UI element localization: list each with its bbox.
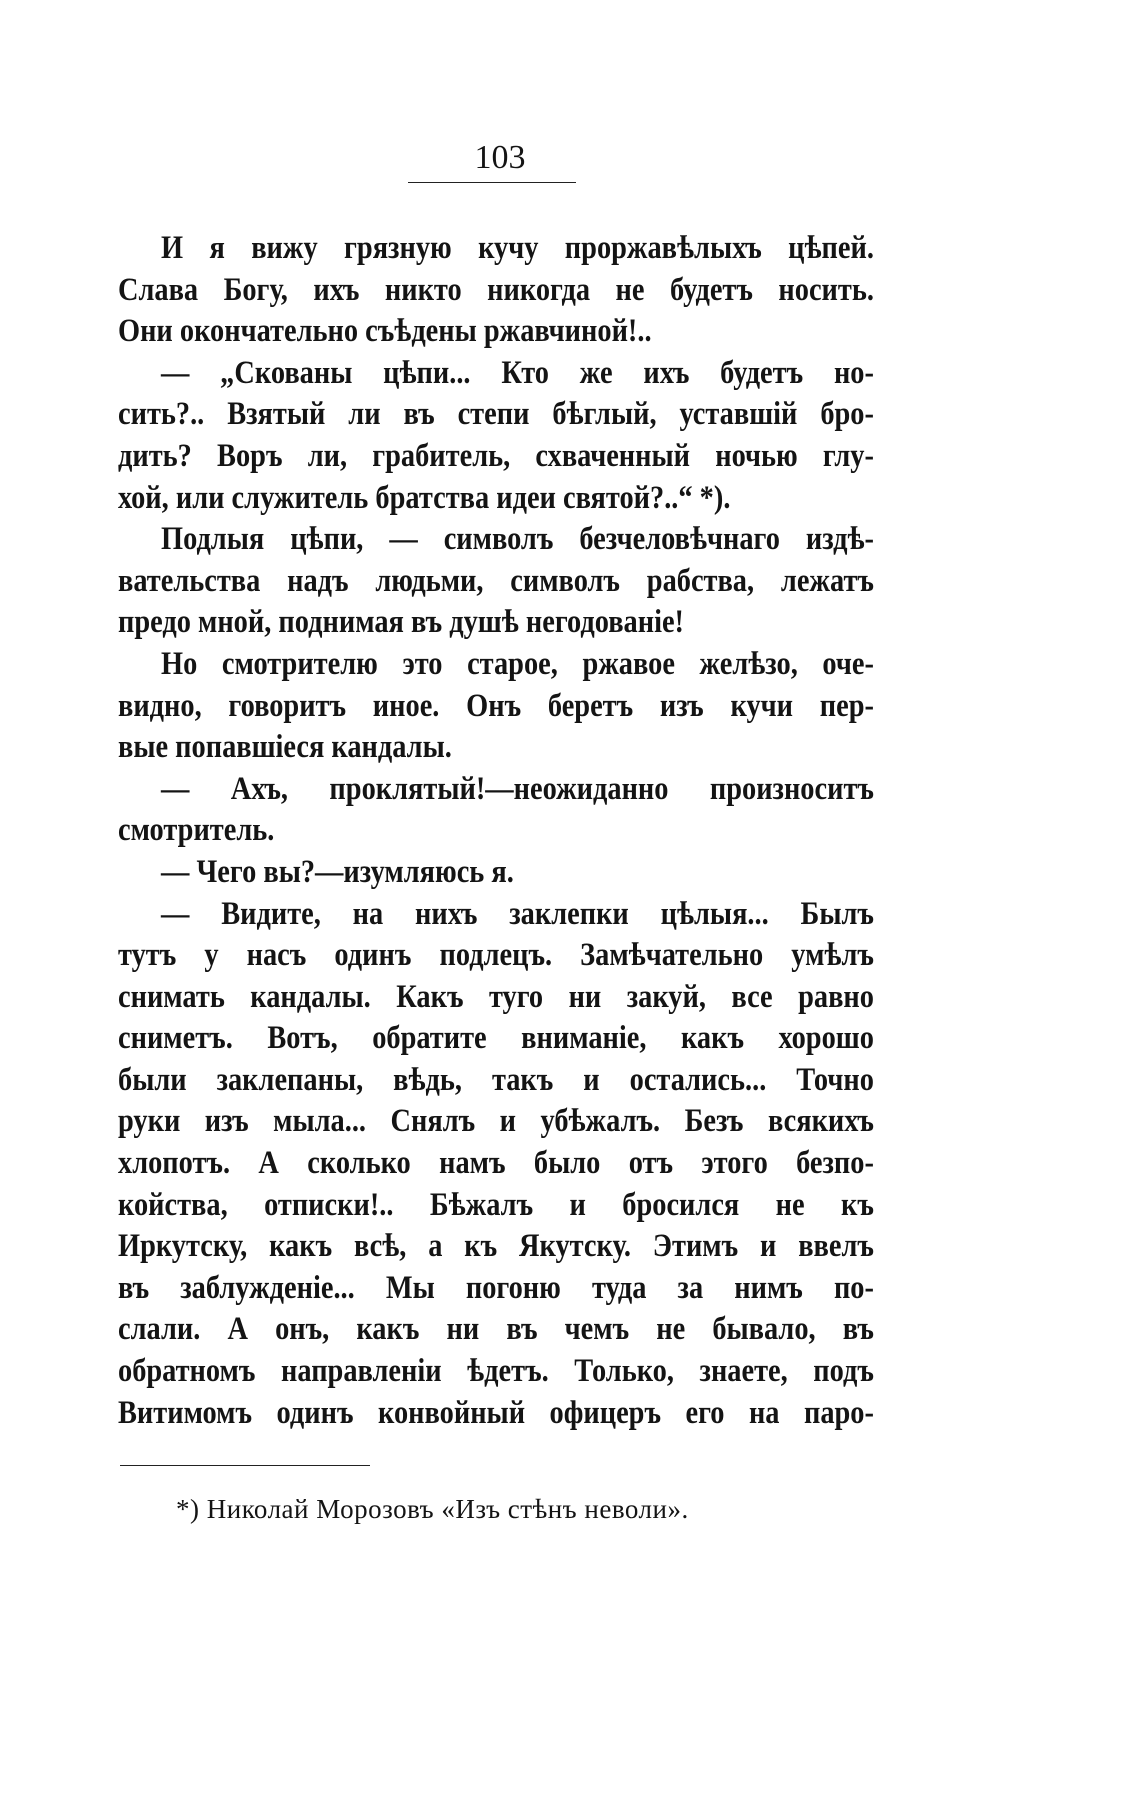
text-line: вые попавшіеся кандалы. <box>118 729 452 766</box>
text-line: Иркутску, какъ всѣ, а къ Якутску. Этимъ и ввелъ <box>118 1228 874 1265</box>
text-line: были заклепаны, вѣдь, такъ и остались... Точно <box>118 1061 874 1098</box>
text-line: руки изъ мыла... Снялъ и убѣжалъ. Безъ всякихъ <box>118 1103 874 1140</box>
text-line: Слава Богу, ихъ никто никогда не будетъ носить. <box>118 271 874 308</box>
text-line: въ заблужденіе... Мы погоню туда за нимъ по- <box>118 1269 874 1306</box>
text-line: Но смотрителю это старое, ржавое желѣзо, оче- <box>161 645 874 682</box>
page-number: 103 <box>474 139 526 176</box>
header-rule <box>408 182 576 183</box>
text-line: тутъ у насъ одинъ подлецъ. Замѣчательно умѣлъ <box>118 937 874 974</box>
text-line: — Ахъ, проклятый!—неожиданно произноситъ <box>161 770 874 807</box>
text-line: слали. А онъ, какъ ни въ чемъ не бывало, въ <box>118 1311 874 1348</box>
text-line: смотритель. <box>118 812 275 849</box>
footnote-rule <box>120 1465 370 1466</box>
text-line: сить?.. Взятый ли въ степи бѣглый, уставшій бро- <box>118 396 874 433</box>
text-line: Они окончательно съѣдены ржавчиной!.. <box>118 313 652 350</box>
text-line: — Видите, на нихъ заклепки цѣлыя... Былъ <box>161 895 874 932</box>
footnote: *) Николай Морозовъ «Изъ стѣнъ неволи». <box>176 1494 689 1524</box>
text-line: — Чего вы?—изумляюсь я. <box>161 853 514 890</box>
text-line: койства, отписки!.. Бѣжалъ и бросился не къ <box>118 1186 874 1223</box>
text-line: — „Скованы цѣпи... Кто же ихъ будетъ но- <box>161 354 874 391</box>
text-line: хой, или служитель братства идеи святой?..“ *). <box>118 479 731 516</box>
text-line: дить? Воръ ли, грабитель, схваченный ночью глу- <box>118 437 874 474</box>
text-line: видно, говоритъ иное. Онъ беретъ изъ кучи пер- <box>118 687 874 724</box>
text-line: И я вижу грязную кучу проржавѣлыхъ цѣпей. <box>161 230 874 266</box>
text-line: обратномъ направленіи ѣдетъ. Только, знаете, подъ <box>118 1353 874 1390</box>
text-line: снимать кандалы. Какъ туго ни закуй, все равно <box>118 978 874 1015</box>
body-text <box>118 228 874 1434</box>
text-line: сниметъ. Вотъ, обратите вниманіе, какъ хорошо <box>118 1020 874 1057</box>
text-line: Подлыя цѣпи, — символъ безчеловѣчнаго издѣ- <box>161 521 874 558</box>
text-line: Витимомъ одинъ конвойный офицеръ его на паро- <box>118 1394 874 1431</box>
text-line: предо мной, поднимая въ душѣ негодованіе! <box>118 604 685 641</box>
text-line: вательства надъ людьми, символъ рабства, лежатъ <box>118 562 874 599</box>
text-line: хлопотъ. А сколько намъ было отъ этого безпо- <box>118 1145 874 1182</box>
